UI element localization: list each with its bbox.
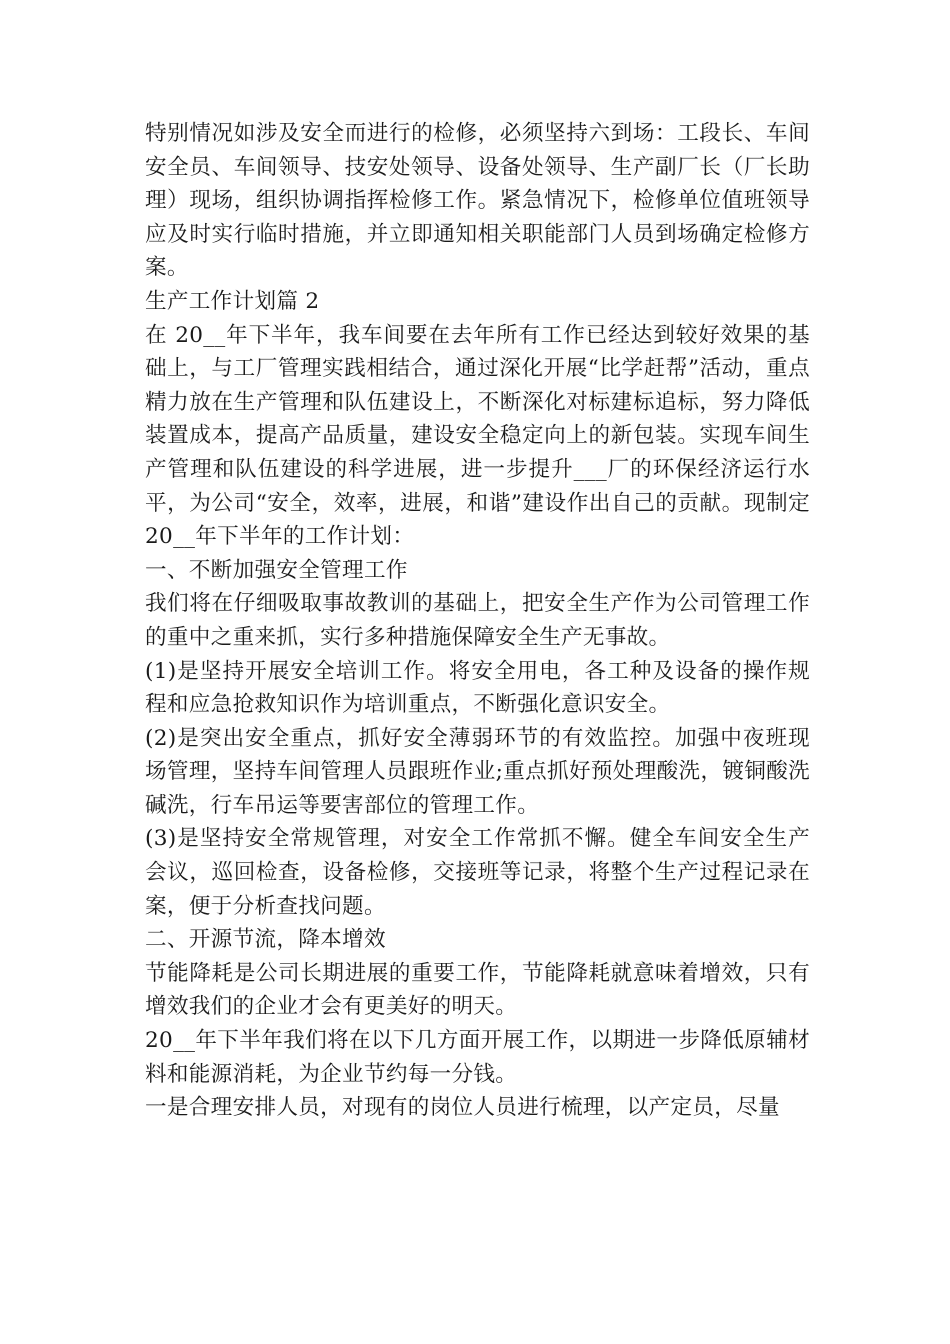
paragraph-safety-overview: 我们将在仔细吸取事故教训的基础上，把安全生产作为公司管理工作的重中之重来抓，实行多种措施保障安全生产无事故。 bbox=[145, 591, 810, 650]
list-item-safety-training: (1)是坚持开展安全培训工作。将安全用电，各工种及设备的操作规程和应急抢救知识作为培训重点，不断强化意识安全。 bbox=[145, 658, 810, 718]
document-body bbox=[145, 117, 810, 1125]
paragraph-staffing: 一是合理安排人员，对现有的岗位人员进行梳理，以产定员，尽量 bbox=[145, 1095, 780, 1121]
paragraph-half-year-plan: 20__年下半年我们将在以下几方面开展工作，以期进一步降低原辅材料和能源消耗，为企业节约每一分钱。 bbox=[145, 1028, 810, 1087]
heading-safety-management: 一、不断加强安全管理工作 bbox=[145, 557, 408, 583]
list-item-safety-routine: (3)是坚持安全常规管理，对安全工作常抓不懈。健全车间安全生产会议，巡回检查，设备检修，交接班等记录，将整个生产过程记录在案，便于分析查找问题。 bbox=[145, 826, 810, 919]
paragraph-overhaul-rules: 特别情况如涉及安全而进行的检修，必须坚持六到场：工段长、车间安全员、车间领导、技安处领导、设备处领导、生产副厂长（厂长助理）现场，组织协调指挥检修工作。紧急情况下，检修单位值班领导应及时实行临时措施，并立即通知相关职能部门人员到场确定检修方案。 bbox=[145, 121, 810, 281]
paragraph-energy-saving: 节能降耗是公司长期进展的重要工作，节能降耗就意味着增效，只有增效我们的企业才会有更美好的明天。 bbox=[145, 960, 810, 1020]
paragraph-plan-intro: 在 20__年下半年，我车间要在去年所有工作已经达到较好效果的基础上，与工厂管理实践相结合，通过深化开展“比学赶帮”活动，重点精力放在生产管理和队伍建设上，不断深化对标建标追标，努力降低装置成本，提高产品质量，建设安全稳定向上的新包装。实现车间生产管理和队伍建设的科学进展，进一步提升___厂的环保经济运行水平，为公司“安全，效率，进展，和谐”建设作出自己的贡献。现制定 20__年下半年的工作计划： bbox=[145, 322, 810, 550]
list-item-safety-focus: (2)是突出安全重点，抓好安全薄弱环节的有效监控。加强中夜班现场管理，坚持车间管理人员跟班作业;重点抓好预处理酸洗，镀铜酸洗碱洗，行车吊运等要害部位的管理工作。 bbox=[145, 725, 810, 818]
section-title-plan-2: 生产工作计划篇 2 bbox=[145, 288, 320, 314]
heading-cost-reduction: 二、开源节流，降本增效 bbox=[145, 927, 386, 953]
